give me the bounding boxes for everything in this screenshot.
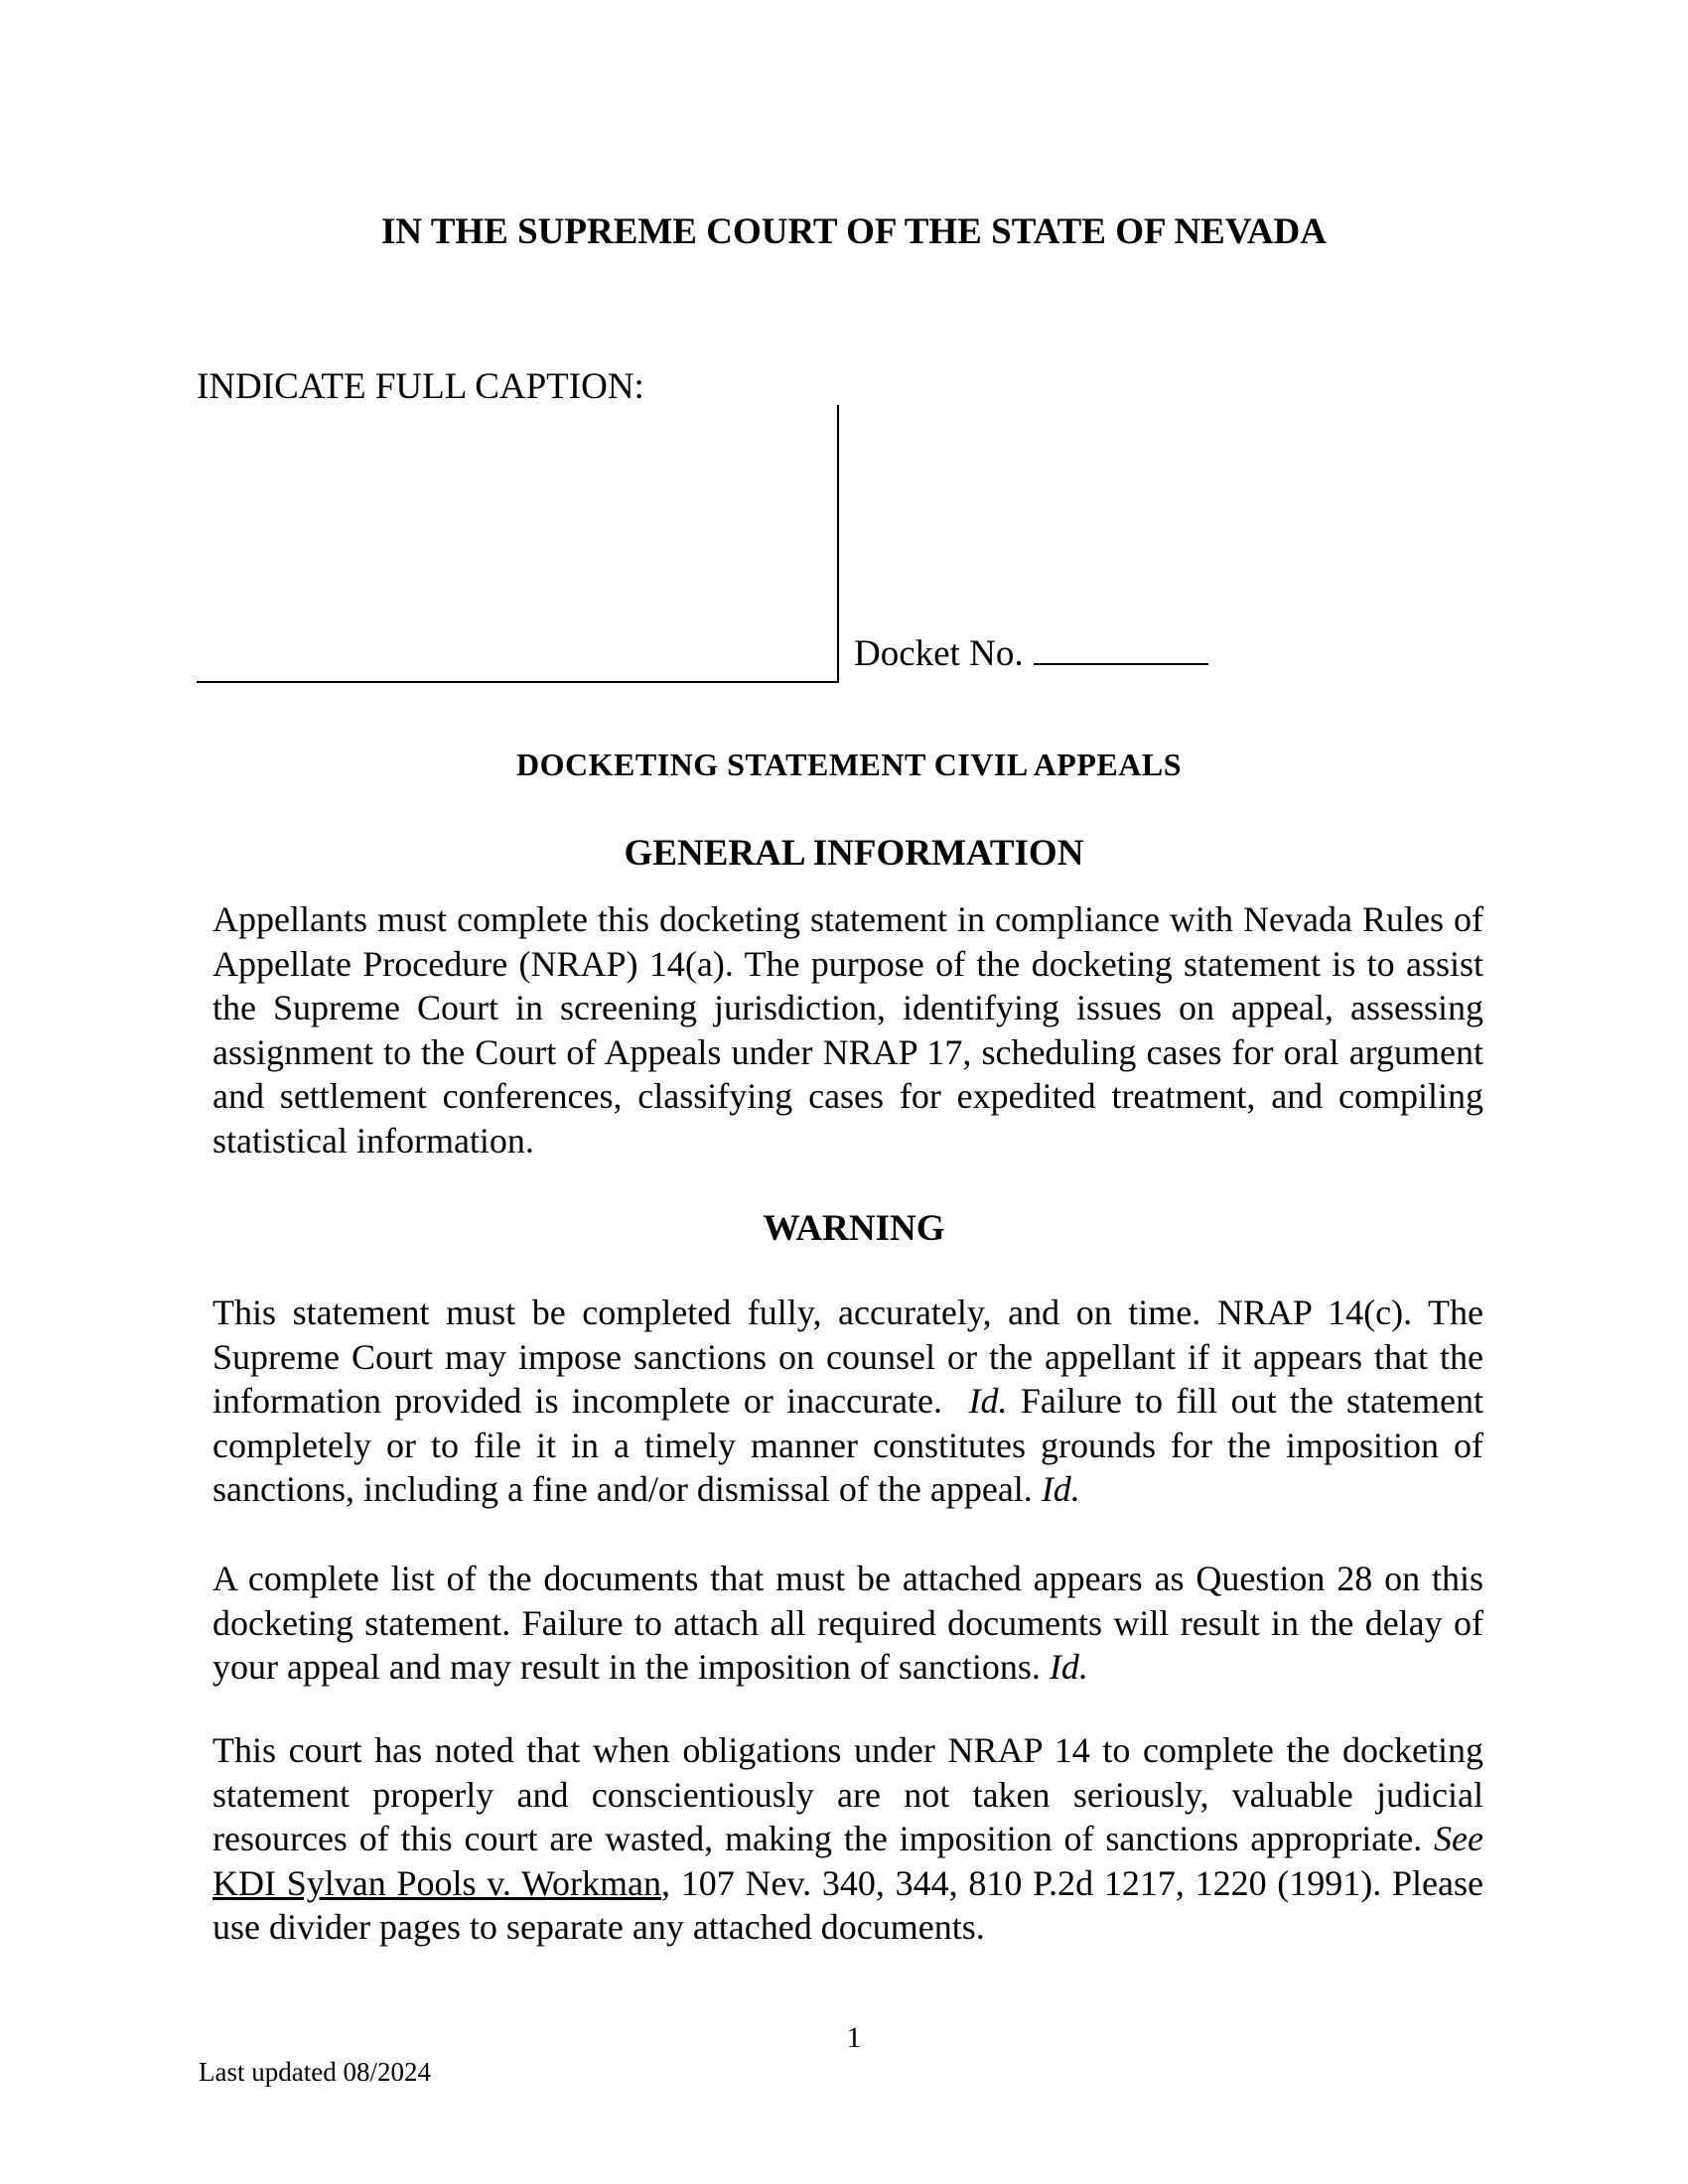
case-citation: , 107 Nev. 340, 344, 810 P.2d 1217, 1220 (1991). Please use divider pages to separate any attached documents.	[212, 1862, 1483, 1948]
case-name: KDI Sylvan Pools v. Workman	[212, 1862, 662, 1903]
id-citation: Id.	[1041, 1469, 1080, 1510]
docket-number-blank	[1034, 629, 1208, 665]
general-information-paragraph: Appellants must complete this docketing statement in compliance with Nevada Rules of Appellate Procedure (NRAP) 14(a). The purpose of the docketing statement is to assist the Supreme Court in screening jurisdiction, identifying issues on appeal, assessing assignment to the Court of Appeals under NRAP 17, scheduling cases for oral argument and settlement conferences, classifying cases for expedited treatment, and compiling statistical information.	[212, 899, 1483, 1160]
warning-p1-text: This statement must be completed fully, accurately, and on time. NRAP 14(c). The Supreme Court may impose sanctions on counsel or the appellant if it appears that the information provided is incomplete or inaccurate.	[212, 1293, 1483, 1422]
court-title: IN THE SUPREME COURT OF THE STATE OF NEVADA	[381, 211, 1327, 252]
docket-number	[854, 629, 1208, 675]
docket-label: Docket No.	[854, 633, 1024, 674]
caption-underline	[197, 681, 839, 683]
general-information-heading: GENERAL INFORMATION	[624, 833, 1084, 874]
id-citation: Id.	[968, 1381, 1008, 1422]
warning-p3-text: This court has noted that when obligations under NRAP 14 to complete the docketing statement properly and conscientiously are not taken seriously, valuable judicial resources of this court are wasted, making the imposition of sanctions appropriate.	[212, 1730, 1483, 1859]
caption-label: INDICATE FULL CAPTION:	[197, 366, 644, 407]
warning-paragraph-3	[212, 1728, 1483, 1950]
warning-p1-text-2: Failure to fill out the statement completely or to file it in a timely manner constitutes grounds for the imposition of sanctions, including a fine and/or dismissal of the appeal.	[212, 1381, 1484, 1510]
caption-divider-vertical	[837, 405, 839, 683]
warning-heading: WARNING	[763, 1208, 945, 1249]
warning-paragraph-1	[212, 1291, 1483, 1512]
document-title: DOCKETING STATEMENT CIVIL APPEALS	[516, 747, 1182, 782]
warning-p2-text: A complete list of the documents that must be attached appears as Question 28 on this docketing statement. Failure to attach all required documents will result in the delay of your appeal and may result in the imposition of sanctions.	[212, 1559, 1483, 1688]
footer-last-updated: Last updated 08/2024	[199, 2057, 431, 2087]
warning-paragraph-2	[212, 1557, 1483, 1690]
page-number: 1	[846, 2021, 862, 2054]
see-signal: See	[1434, 1819, 1484, 1859]
id-citation: Id.	[1049, 1647, 1088, 1688]
